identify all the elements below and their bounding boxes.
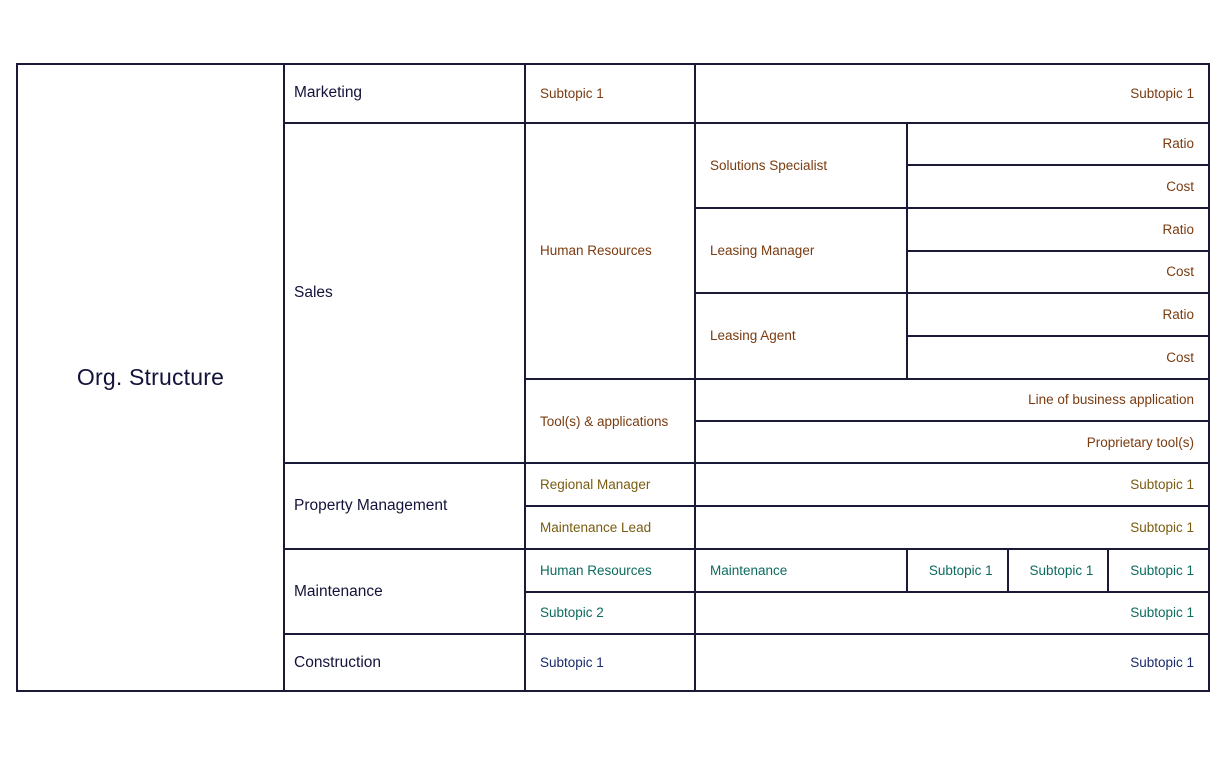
branch-marketing-cell[interactable]	[285, 65, 526, 122]
metric-cell[interactable]	[908, 124, 1208, 167]
construction-sub1-label: Subtopic 1	[540, 655, 604, 671]
maintenance-lead-leaves	[696, 507, 1208, 548]
marketing-sub1-label: Subtopic 1	[540, 85, 604, 101]
leaf-cell[interactable]	[696, 593, 1208, 634]
node-leasing-manager	[696, 209, 1208, 294]
leaf-label: Line of business application	[1028, 392, 1194, 408]
metric-cell[interactable]	[908, 209, 1208, 252]
metric-cell[interactable]	[908, 294, 1208, 337]
node-maintenance-hr	[526, 550, 1208, 593]
branch-maintenance-label: Maintenance	[294, 582, 383, 600]
branch-property-management-label: Property Management	[294, 497, 448, 515]
leaf-cell[interactable]	[1009, 550, 1110, 591]
maintenance-sub2-cell[interactable]	[526, 593, 696, 634]
metric-label: Ratio	[1162, 221, 1194, 237]
solutions-specialist-cell[interactable]	[696, 124, 908, 207]
branch-property-management	[285, 464, 1208, 549]
sales-children	[526, 124, 1208, 463]
leaf-label: Subtopic 1	[1029, 562, 1094, 578]
leaf-label: Subtopic 1	[1130, 605, 1194, 621]
leasing-agent-label: Leasing Agent	[710, 328, 796, 344]
node-maintenance-lead	[526, 507, 1208, 548]
solutions-specialist-label: Solutions Specialist	[710, 157, 828, 173]
construction-sub1-cell[interactable]	[526, 635, 696, 690]
regional-manager-leaves	[696, 464, 1208, 505]
node-regional-manager	[526, 464, 1208, 507]
sales-hr-roles	[696, 124, 1208, 378]
tools-applications-cell[interactable]	[526, 380, 696, 463]
branch-construction	[285, 635, 1208, 690]
leaf-cell[interactable]	[696, 65, 1208, 122]
root-node-label: Org. Structure	[76, 364, 225, 390]
leaf-cell[interactable]	[696, 635, 1208, 690]
leaf-cell[interactable]	[1109, 550, 1208, 591]
node-solutions-specialist	[696, 124, 1208, 209]
metric-label: Ratio	[1162, 136, 1194, 152]
leaf-label: Subtopic 1	[1130, 562, 1195, 578]
metric-cell[interactable]	[908, 252, 1208, 293]
sales-hr-label: Human Resources	[540, 243, 652, 259]
maintenance-split-first-cell[interactable]	[696, 550, 908, 591]
node-marketing-sub1	[526, 65, 1208, 122]
leaf-cell[interactable]	[696, 422, 1208, 462]
marketing-sub1-leaves	[696, 65, 1208, 122]
marketing-children	[526, 65, 1208, 122]
leasing-agent-metrics	[908, 294, 1208, 377]
leaf-label: Proprietary tool(s)	[1086, 434, 1194, 450]
tools-applications-leaves	[696, 380, 1208, 463]
regional-manager-label: Regional Manager	[540, 477, 651, 493]
level1-column	[285, 65, 1208, 690]
branch-maintenance	[285, 550, 1208, 635]
construction-sub1-leaves	[696, 635, 1208, 690]
node-construction-sub1	[526, 635, 1208, 690]
branch-maintenance-cell[interactable]	[285, 550, 526, 633]
marketing-sub1-cell[interactable]	[526, 65, 696, 122]
org-structure-diagram	[16, 63, 1210, 692]
leaf-label: Subtopic 1	[1130, 655, 1194, 671]
root-node[interactable]	[18, 65, 285, 690]
leasing-manager-metrics	[908, 209, 1208, 292]
metric-label: Cost	[1166, 179, 1194, 195]
leaf-label: Subtopic 1	[928, 562, 993, 578]
construction-children	[526, 635, 1208, 690]
leaf-label: Subtopic 1	[1130, 520, 1194, 536]
leaf-cell[interactable]	[696, 380, 1208, 422]
maintenance-hr-split	[696, 550, 1208, 591]
metric-cell[interactable]	[908, 166, 1208, 207]
branch-sales-cell[interactable]	[285, 124, 526, 463]
maintenance-sub2-label: Subtopic 2	[540, 605, 604, 621]
metric-label: Cost	[1166, 349, 1194, 365]
leasing-agent-cell[interactable]	[696, 294, 908, 377]
leaf-cell[interactable]	[908, 550, 1009, 591]
solutions-specialist-metrics	[908, 124, 1208, 207]
leaf-label: Subtopic 1	[1130, 85, 1194, 101]
leasing-manager-cell[interactable]	[696, 209, 908, 292]
branch-sales-label: Sales	[294, 284, 333, 302]
leaf-cell[interactable]	[696, 464, 1208, 505]
branch-marketing-label: Marketing	[294, 84, 363, 102]
leaf-label: Subtopic 1	[1130, 477, 1194, 493]
maintenance-children	[526, 550, 1208, 633]
regional-manager-cell[interactable]	[526, 464, 696, 505]
property-management-children	[526, 464, 1208, 547]
maintenance-split-first-label: Maintenance	[710, 562, 788, 578]
branch-sales	[285, 124, 1208, 465]
maintenance-hr-cell[interactable]	[526, 550, 696, 591]
leaf-cell[interactable]	[696, 507, 1208, 548]
tools-applications-label: Tool(s) & applications	[540, 413, 669, 429]
branch-construction-cell[interactable]	[285, 635, 526, 690]
maintenance-lead-cell[interactable]	[526, 507, 696, 548]
node-tools-applications	[526, 380, 1208, 463]
maintenance-sub2-leaves	[696, 593, 1208, 634]
sales-hr-cell[interactable]	[526, 124, 696, 378]
metric-label: Ratio	[1162, 307, 1194, 323]
node-leasing-agent	[696, 294, 1208, 377]
branch-marketing	[285, 65, 1208, 124]
leasing-manager-label: Leasing Manager	[710, 243, 815, 259]
maintenance-hr-label: Human Resources	[540, 562, 652, 578]
branch-property-management-cell[interactable]	[285, 464, 526, 547]
node-maintenance-sub2	[526, 593, 1208, 634]
maintenance-lead-label: Maintenance Lead	[540, 520, 652, 536]
branch-construction-label: Construction	[294, 653, 382, 671]
node-sales-hr	[526, 124, 1208, 380]
metric-cell[interactable]	[908, 337, 1208, 378]
metric-label: Cost	[1166, 264, 1194, 280]
